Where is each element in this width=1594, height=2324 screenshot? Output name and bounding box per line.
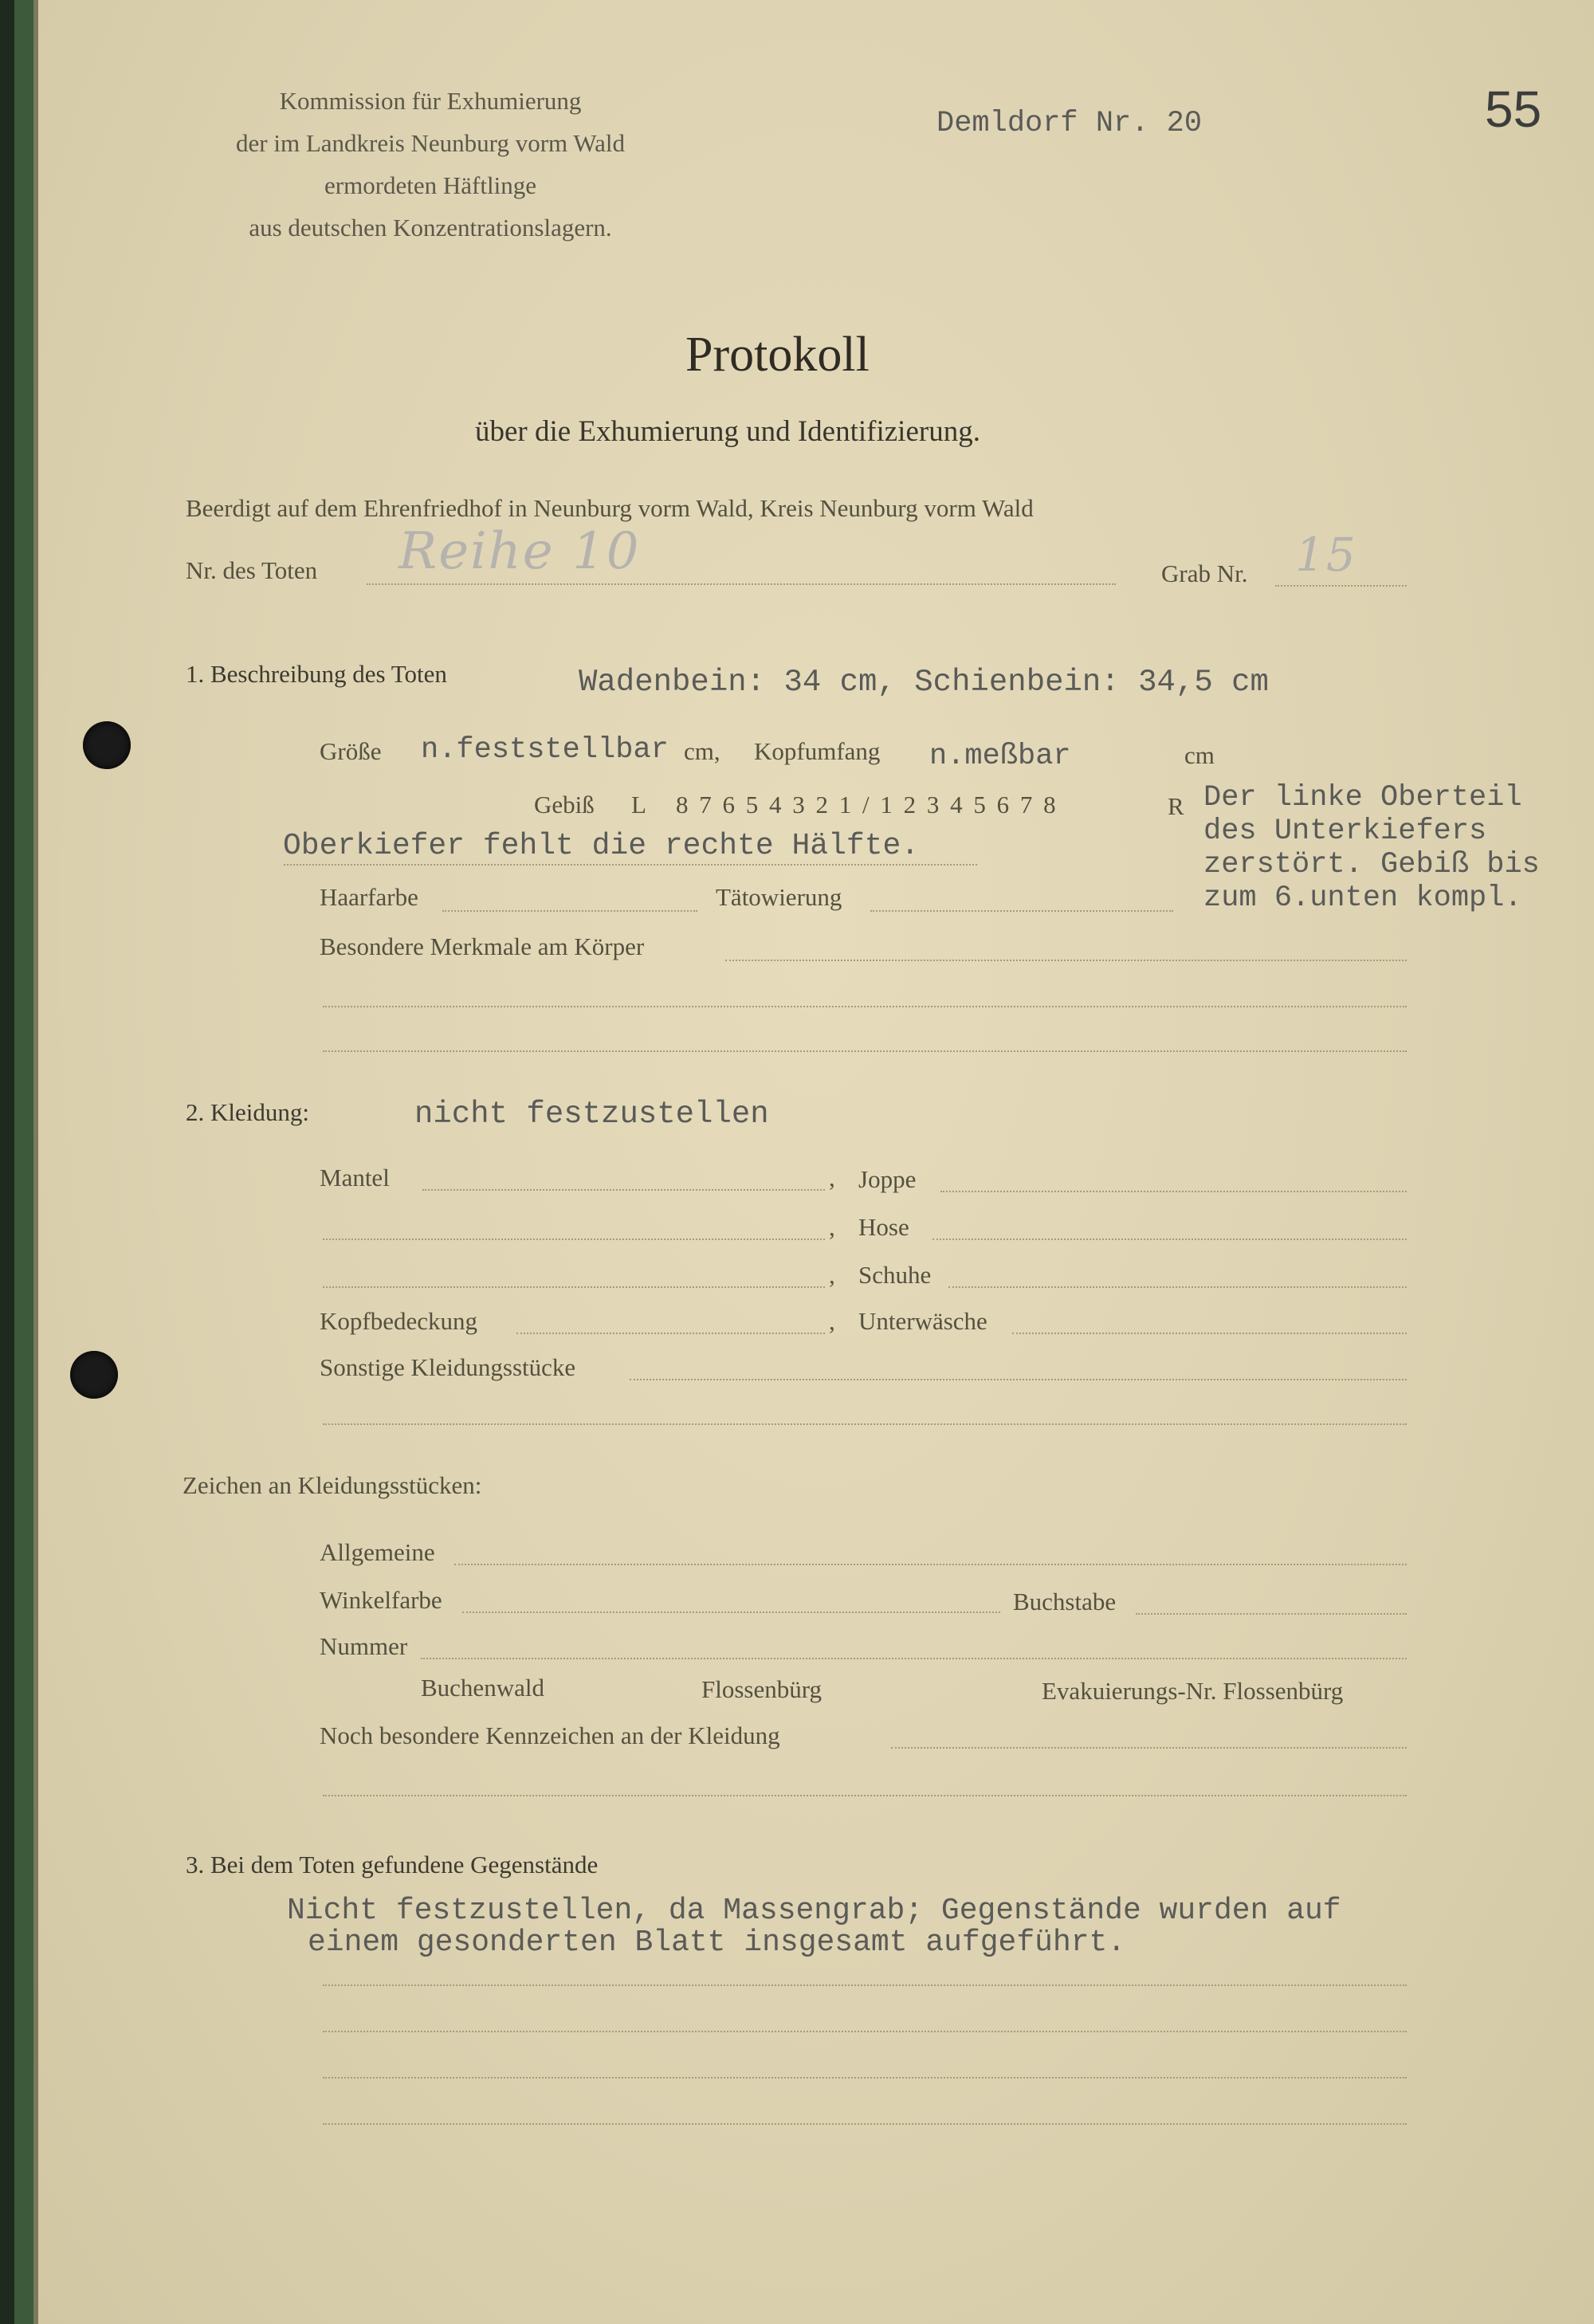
section2-heading: 2. Kleidung: — [186, 1098, 309, 1126]
nummer-label: Nummer — [320, 1632, 408, 1660]
punch-hole-top — [83, 721, 131, 769]
gebiss-note-line-1: Der linke Oberteil — [1203, 781, 1522, 815]
toten-label: Nr. des Toten — [186, 556, 318, 584]
section1-heading: 1. Beschreibung des Toten — [186, 660, 447, 688]
nummer-line — [421, 1658, 1407, 1659]
gebiss-left: L — [631, 791, 646, 819]
gebiss-note — [1203, 781, 1540, 915]
gebiss-note-line-2: des Unterkiefers — [1203, 815, 1487, 848]
grab-value: 15 — [1295, 528, 1357, 582]
schuhe-label: Schuhe — [858, 1261, 932, 1289]
zeichen-heading: Zeichen an Kleidungsstücken: — [183, 1471, 482, 1499]
winkelfarbe-line — [462, 1611, 1000, 1613]
location-number: Demldorf Nr. 20 — [936, 107, 1203, 140]
gegenstaende-line-1: Nicht festzustellen, da Massengrab; Gegenstände wurden auf — [287, 1894, 1341, 1928]
taetowierung-line — [870, 910, 1173, 912]
joppe-label: Joppe — [858, 1165, 917, 1193]
gebiss-note-line-3: zerstört. Gebiß bis — [1203, 848, 1540, 881]
kopfbedeckung-line — [516, 1333, 825, 1334]
buchstabe-line — [1136, 1613, 1407, 1615]
gebiss-note-line-4: zum 6.unten kompl. — [1203, 881, 1522, 915]
commission-line-4: aus deutschen Konzentrationslagern. — [249, 214, 612, 241]
flossenbuerg-label: Flossenbürg — [701, 1675, 823, 1703]
merkmale-line-2 — [323, 1006, 1407, 1007]
merkmale-line-3 — [323, 1050, 1407, 1052]
besondere-kennzeichen-line — [891, 1747, 1407, 1749]
hose-line — [932, 1239, 1407, 1240]
document-subtitle: über die Exhumierung und Identifizierung. — [475, 415, 980, 448]
allgemeine-line — [454, 1564, 1407, 1565]
gegenstaende-text — [287, 1895, 1341, 1959]
evakuierung-label: Evakuierungs-Nr. Flossenbürg — [1042, 1677, 1344, 1705]
kleidung-value: nicht festzustellen — [414, 1097, 769, 1132]
comma-3: , — [829, 1261, 835, 1289]
commission-line-1: Kommission für Exhumierung — [279, 87, 582, 115]
kopfumfang-label: Kopfumfang — [754, 737, 881, 765]
groesse-label: Größe — [320, 737, 382, 765]
gegenstaende-line-5 — [323, 2077, 1407, 2079]
commission-line-2: der im Landkreis Neunburg vorm Wald — [236, 129, 625, 157]
merkmale-label: Besondere Merkmale am Körper — [320, 932, 645, 960]
binding-edge — [0, 0, 14, 2324]
besondere-kennzeichen-line-2 — [323, 1795, 1407, 1796]
kopfumfang-value: n.meßbar — [929, 740, 1071, 773]
besondere-kennzeichen-label: Noch besondere Kennzeichen an der Kleidung — [320, 1721, 780, 1749]
gebiss-right: R — [1168, 792, 1184, 820]
punch-hole-bottom — [70, 1351, 118, 1399]
gegenstaende-line-3 — [323, 1984, 1407, 1986]
grab-line — [1275, 585, 1407, 587]
gegenstaende-line-6 — [323, 2123, 1407, 2125]
haarfarbe-line — [442, 910, 697, 912]
toten-line — [367, 583, 1116, 585]
buchenwald-label: Buchenwald — [421, 1674, 544, 1702]
mantel-line — [422, 1189, 825, 1191]
section3-heading: 3. Bei dem Toten gefundene Gegenstände — [186, 1851, 599, 1878]
comma-1: , — [829, 1164, 835, 1191]
unterwaesche-label: Unterwäsche — [858, 1307, 987, 1335]
gebiss-label: Gebiß — [534, 791, 595, 819]
groesse-value: n.feststellbar — [421, 733, 669, 767]
merkmale-line — [725, 960, 1407, 961]
mantel-label: Mantel — [320, 1164, 390, 1191]
commission-header — [163, 80, 697, 249]
cm-label-2: cm — [1184, 741, 1215, 769]
hose-label: Hose — [858, 1213, 909, 1241]
gegenstaende-line-2: einem gesonderten Blatt insgesamt aufgeführt. — [308, 1926, 1126, 1960]
winkelfarbe-label: Winkelfarbe — [320, 1586, 442, 1614]
sonstige-label: Sonstige Kleidungsstücke — [320, 1353, 576, 1381]
sonstige-line — [630, 1379, 1407, 1380]
measurements: Wadenbein: 34 cm, Schienbein: 34,5 cm — [579, 665, 1269, 700]
allgemeine-label: Allgemeine — [320, 1538, 435, 1566]
schuhe-line — [948, 1286, 1407, 1288]
page-number: 55 — [1485, 80, 1542, 138]
toten-value: Reihe 10 — [398, 522, 641, 581]
taetowierung-label: Tätowierung — [716, 883, 842, 911]
joppe-line — [940, 1191, 1407, 1192]
gebiss-teeth: 8 7 6 5 4 3 2 1 / 1 2 3 4 5 6 7 8 — [676, 791, 1058, 819]
cm-label-1: cm, — [684, 737, 720, 765]
burial-line: Beerdigt auf dem Ehrenfriedhof in Neunburg vorm Wald, Kreis Neunburg vorm Wald — [186, 494, 1034, 522]
comma-2: , — [829, 1213, 835, 1241]
gegenstaende-line-4 — [323, 2031, 1407, 2032]
schuhe-left-line — [323, 1286, 825, 1288]
kopfbedeckung-label: Kopfbedeckung — [320, 1307, 477, 1335]
hose-left-line — [323, 1239, 825, 1240]
buchstabe-label: Buchstabe — [1013, 1588, 1117, 1615]
document-title: Protokoll — [685, 328, 870, 382]
binding-strip — [14, 0, 33, 2324]
oberkiefer-note: Oberkiefer fehlt die rechte Hälfte. — [283, 829, 920, 863]
grab-label: Grab Nr. — [1161, 559, 1248, 587]
unterwaesche-line — [1012, 1333, 1407, 1334]
oberkiefer-line — [284, 864, 977, 866]
commission-line-3: ermordeten Häftlinge — [324, 171, 536, 199]
haarfarbe-label: Haarfarbe — [320, 883, 418, 911]
comma-4: , — [829, 1307, 835, 1335]
sonstige-line-2 — [323, 1423, 1407, 1425]
